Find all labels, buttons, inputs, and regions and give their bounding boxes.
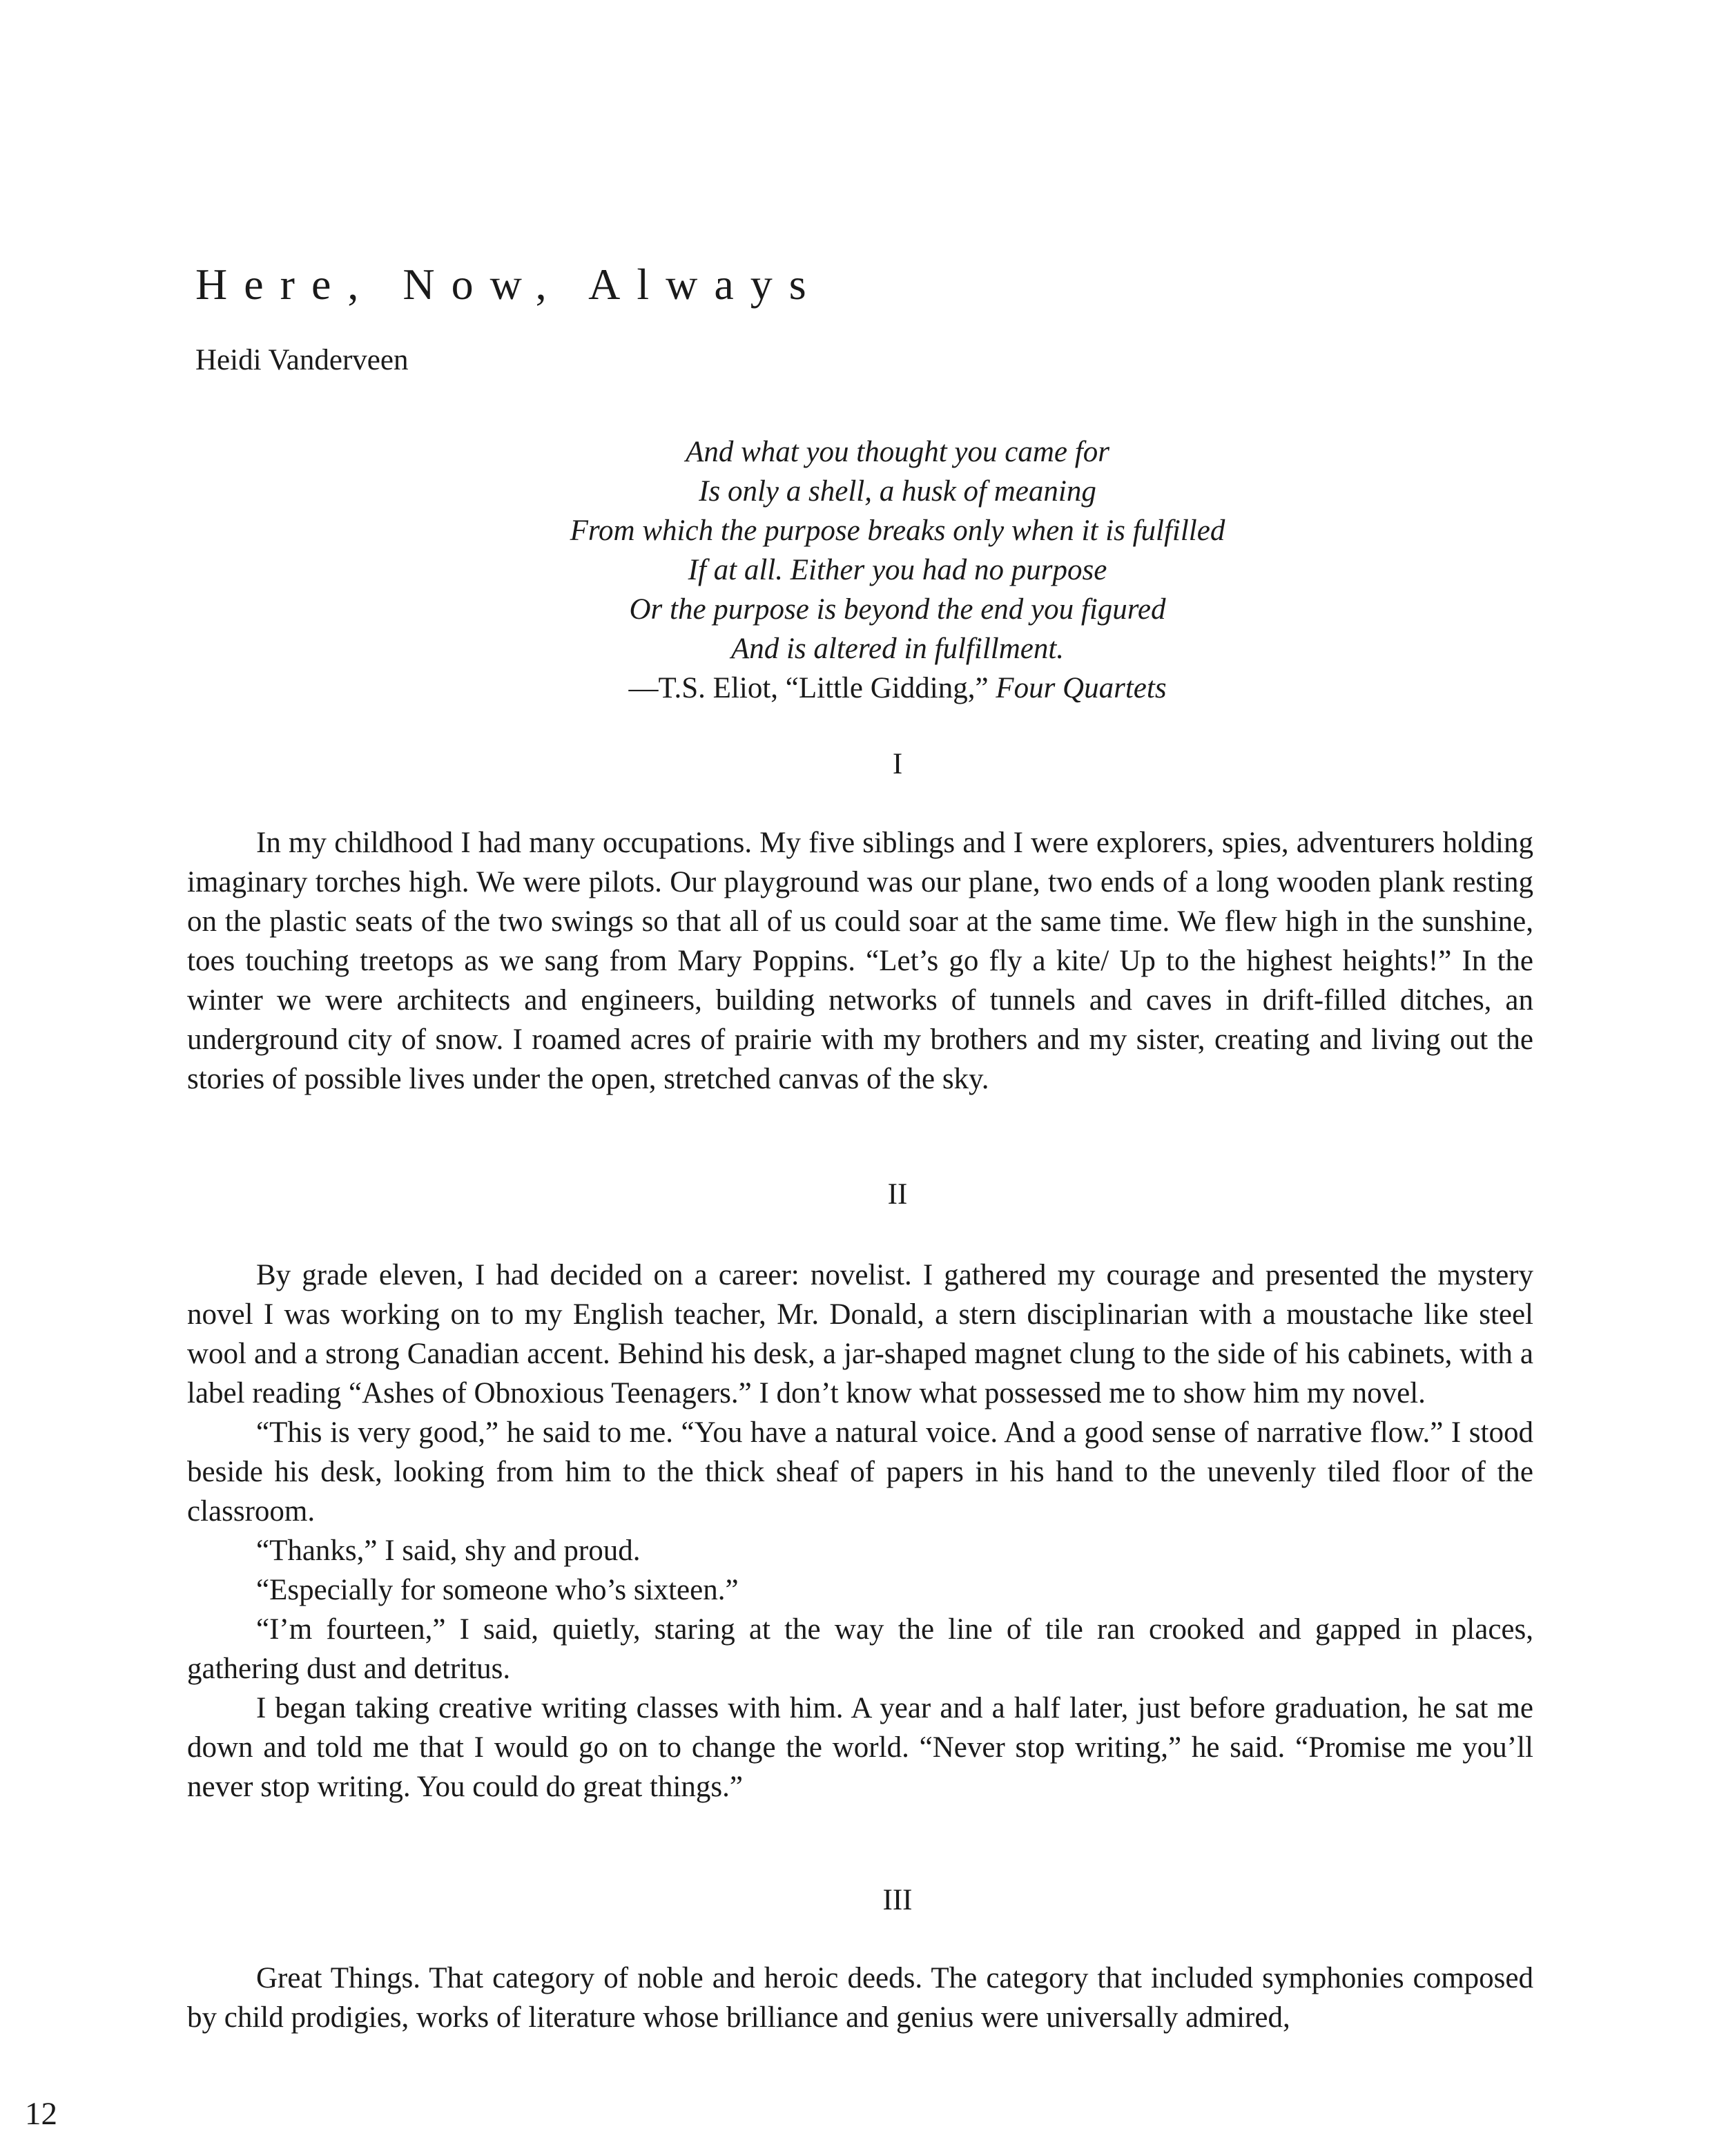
epigraph-line: Or the purpose is beyond the end you figured bbox=[629, 593, 1166, 626]
paragraph: Great Things. That category of noble and heroic deeds. The category that included symphonies composed by child prodigies, works of literature whose brilliance and genius were universally admired, bbox=[187, 1962, 1533, 2034]
section-2-text bbox=[187, 1255, 1533, 1807]
epigraph-line: From which the purpose breaks only when it is fulfilled bbox=[570, 514, 1225, 547]
epigraph-attribution bbox=[483, 668, 1312, 708]
paragraph: “I’m fourteen,” I said, quietly, staring at the way the line of tile ran crooked and gapped in places, gathering dust and detritus. bbox=[187, 1613, 1533, 1685]
paragraph: In my childhood I had many occupations. My five siblings and I were explorers, spies, adventurers holding imaginary torches high. We were pilots. Our playground was our plane, two ends of a long wooden plank resting on the plastic seats of the two swings so that all of us could soar at the same time. We flew high in the sunshine, toes touching treetops as we sang from Mary Poppins. “Let’s go fly a kite/ Up to the highest heights!” In the winter we were architects and engineers, building networks of tunnels and caves in drift-filled ditches, an underground city of snow. I roamed acres of prairie with my brothers and my sister, creating and living out the stories of possible lives under the open, stretched canvas of the sky. bbox=[187, 827, 1533, 1095]
essay-title: Here, Now, Always bbox=[195, 260, 823, 309]
section-heading-2: II bbox=[887, 1178, 908, 1211]
section-1-text bbox=[187, 823, 1533, 1099]
paragraph: “This is very good,” he said to me. “You have a natural voice. And a good sense of narrative flow.” I stood beside his desk, looking from him to the thick sheaf of papers in his hand to the unevenly tiled floor of the classroom. bbox=[187, 1416, 1533, 1528]
epigraph bbox=[483, 432, 1312, 708]
section-heading-1: I bbox=[892, 748, 903, 780]
attribution-work: Four Quartets bbox=[996, 672, 1167, 704]
paragraph: “Especially for someone who’s sixteen.” bbox=[256, 1574, 739, 1606]
epigraph-line: And what you thought you came for bbox=[686, 436, 1109, 468]
paragraph: I began taking creative writing classes with him. A year and a half later, just before graduation, he sat me down and told me that I would go on to change the world. “Never stop writing,” he said. “Promise me you’ll never stop writing. You could do great things.” bbox=[187, 1692, 1533, 1803]
epigraph-line: And is altered in fulfillment. bbox=[730, 633, 1065, 665]
section-heading-3: III bbox=[882, 1884, 913, 1916]
epigraph-line: Is only a shell, a husk of meaning bbox=[699, 475, 1096, 508]
page-number: 12 bbox=[25, 2096, 57, 2132]
paragraph: “Thanks,” I said, shy and proud. bbox=[256, 1534, 641, 1567]
author-name: Heidi Vanderveen bbox=[195, 344, 409, 376]
epigraph-line: If at all. Either you had no purpose bbox=[688, 554, 1107, 586]
section-3-text bbox=[187, 1958, 1533, 2037]
attribution-author: —T.S. Eliot, “Little Gidding,” bbox=[628, 672, 996, 704]
paragraph: By grade eleven, I had decided on a career: novelist. I gathered my courage and presented the mystery novel I was working on to my English teacher, Mr. Donald, a stern disciplinarian with a moustache like steel wool and a strong Canadian accent. Behind his desk, a jar-shaped magnet clung to the side of his cabinets, with a label reading “Ashes of Obnoxious Teenagers.” I don’t know what possessed me to show him my novel. bbox=[187, 1259, 1533, 1409]
